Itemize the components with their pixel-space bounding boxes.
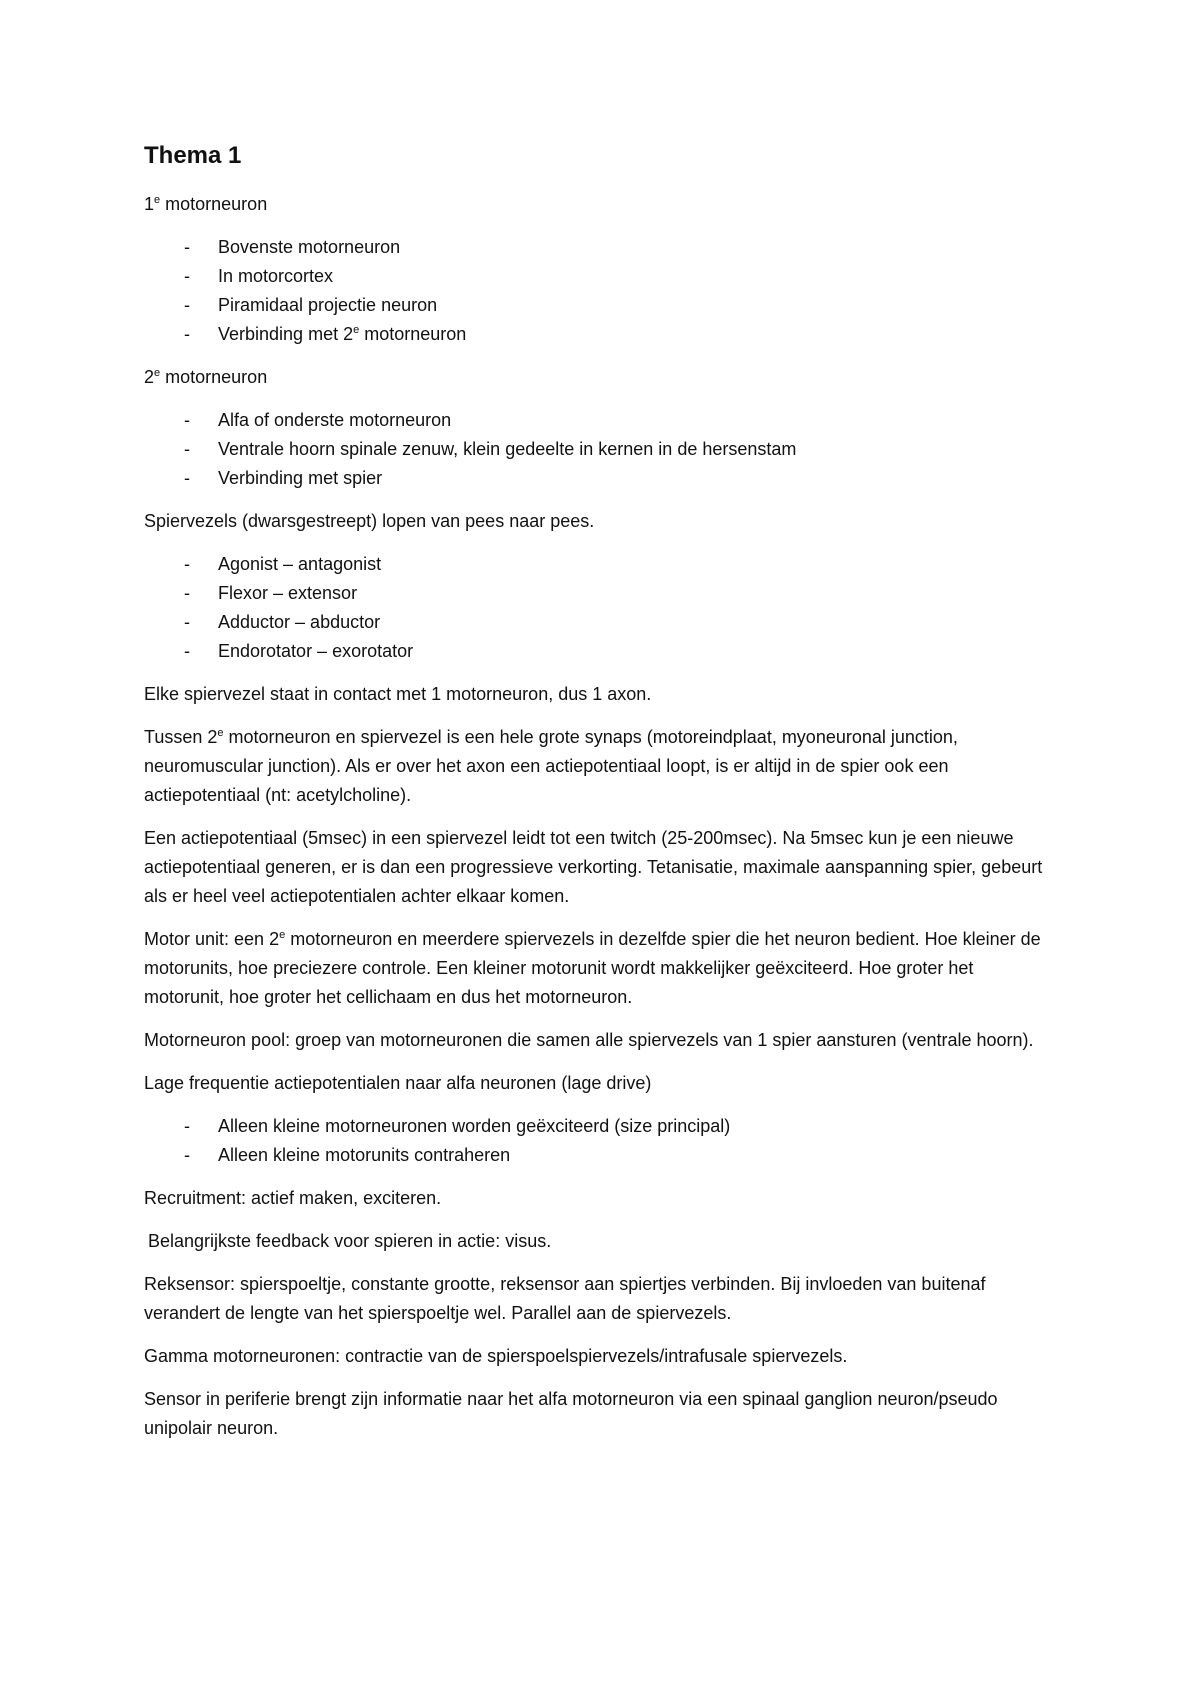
list-item: - In motorcortex bbox=[144, 262, 1056, 291]
list-item: - Flexor – extensor bbox=[144, 579, 1056, 608]
lage-frequentie-list bbox=[144, 1112, 1056, 1170]
section2-heading bbox=[144, 363, 1056, 392]
actiepotentiaal-paragraph: Een actiepotentiaal (5msec) in een spiervezel leidt tot een twitch (25-200msec). Na 5msec kun je een nieuwe actiepotentiaal generen, er is dan een progressieve verkorting. Tetanisatie, maximale aanspanning spier, gebeurt als er heel veel actiepotentialen achter elkaar komen. bbox=[144, 828, 1043, 906]
recruitment-paragraph: Recruitment: actief maken, exciteren. bbox=[144, 1188, 442, 1208]
section1-heading-prefix: 1 bbox=[144, 194, 155, 214]
list-item: - Alfa of onderste motorneuron bbox=[144, 406, 1056, 435]
tussen-prefix: Tussen 2 bbox=[144, 727, 218, 747]
list-item: - Ventrale hoorn spinale zenuw, klein gedeelte in kernen in de hersenstam bbox=[144, 435, 1056, 464]
list-item: - Alleen kleine motorneuronen worden geëxciteerd (size principal) bbox=[144, 1112, 1056, 1141]
sensor-paragraph: Sensor in periferie brengt zijn informatie naar het alfa motorneuron via een spinaal ganglion neuron/pseudo unipolair neuron. bbox=[144, 1389, 998, 1438]
feedback-paragraph: Belangrijkste feedback voor spieren in actie: visus. bbox=[148, 1231, 552, 1251]
section1-heading-sup: e bbox=[154, 194, 161, 206]
lage-frequentie-paragraph: Lage frequentie actiepotentialen naar alfa neuronen (lage drive) bbox=[144, 1073, 652, 1093]
elke-paragraph: Elke spiervezel staat in contact met 1 motorneuron, dus 1 axon. bbox=[144, 684, 652, 704]
reksensor-paragraph: Reksensor: spierspoeltje, constante grootte, reksensor aan spiertjes verbinden. Bij invloeden van buitenaf verandert de lengte van het spierspoeltje wel. Parallel aan de spiervezels. bbox=[144, 1274, 986, 1323]
section2-heading-sup: e bbox=[154, 367, 161, 379]
spiervezels-paragraph: Spiervezels (dwarsgestreept) lopen van pees naar pees. bbox=[144, 511, 595, 531]
section2-heading-prefix: 2 bbox=[144, 367, 155, 387]
tussen-sup: e bbox=[217, 727, 224, 739]
list-item: - Verbinding met spier bbox=[144, 464, 1056, 493]
list-item: - Bovenste motorneuron bbox=[144, 233, 1056, 262]
list-item: - Alleen kleine motorunits contraheren bbox=[144, 1141, 1056, 1170]
list-item-sup: e bbox=[353, 324, 360, 336]
list-item-prefix: Verbinding met 2 bbox=[218, 324, 354, 344]
gamma-paragraph: Gamma motorneuronen: contractie van de spierspoelspiervezels/intrafusale spiervezels. bbox=[144, 1346, 848, 1366]
motor-unit-suffix: motorneuron en meerdere spiervezels in dezelfde spier die het neuron bedient. Hoe kleiner de motorunits, hoe preciezere controle. Een kleiner motorunit wordt makkelijker geëxciteerd. Hoe groter het motorunit, hoe groter het cellichaam en dus het motorneuron. bbox=[144, 929, 1041, 1007]
tussen-paragraph bbox=[144, 723, 1056, 810]
document-title: Thema 1 bbox=[144, 142, 242, 169]
list-item-suffix: motorneuron bbox=[359, 324, 467, 344]
section2-list bbox=[144, 406, 1056, 493]
motor-unit-sup: e bbox=[279, 929, 286, 941]
motorneuron-pool-paragraph: Motorneuron pool: groep van motorneuronen die samen alle spiervezels van 1 spier aansturen (ventrale hoorn). bbox=[144, 1030, 1034, 1050]
list-item: - Endorotator – exorotator bbox=[144, 637, 1056, 666]
section2-heading-suffix: motorneuron bbox=[160, 367, 268, 387]
list-item: - Adductor – abductor bbox=[144, 608, 1056, 637]
tussen-suffix: motorneuron en spiervezel is een hele grote synaps (motoreindplaat, myoneuronal junction, neuromuscular junction). Als er over het axon een actiepotentiaal loopt, is er altijd in de spier ook een actiepotentiaal (nt: acetylcholine). bbox=[144, 727, 958, 805]
spiervezels-list bbox=[144, 550, 1056, 666]
list-item bbox=[144, 320, 1056, 349]
document-page bbox=[144, 140, 1056, 1457]
motor-unit-paragraph bbox=[144, 925, 1056, 1012]
list-item: - Piramidaal projectie neuron bbox=[144, 291, 1056, 320]
section1-heading-suffix: motorneuron bbox=[160, 194, 268, 214]
section1-heading bbox=[144, 190, 1056, 219]
motor-unit-prefix: Motor unit: een 2 bbox=[144, 929, 280, 949]
section1-list bbox=[144, 233, 1056, 349]
list-item: - Agonist – antagonist bbox=[144, 550, 1056, 579]
